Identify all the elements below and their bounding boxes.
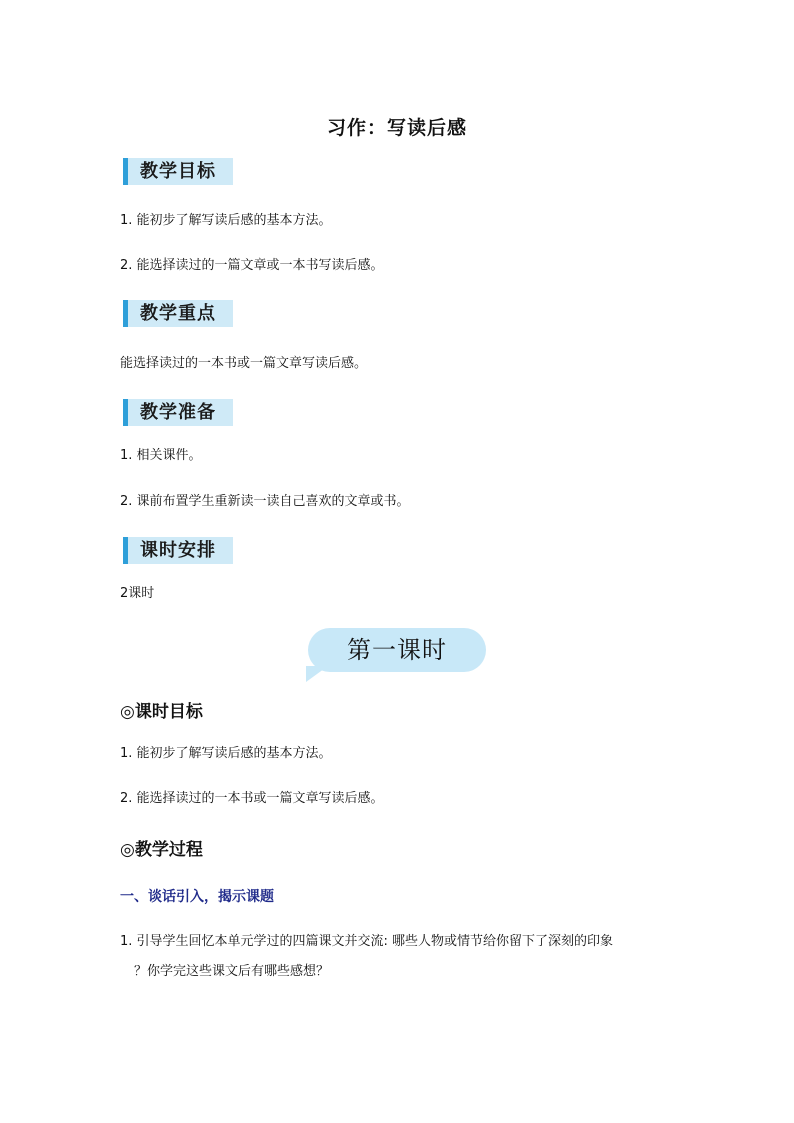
teaching-goal-item-1: 1. 能初步了解写读后感的基本方法。 xyxy=(120,213,332,228)
section-heading-teaching-prep: 教学准备 xyxy=(123,399,233,426)
step-1-item-1-line-1: 1. 引导学生回忆本单元学过的四篇课文并交流: 哪些人物或情节给你留下了深刻的印象 xyxy=(120,934,614,949)
schedule-item-1: 2课时 xyxy=(120,586,155,601)
teaching-prep-item-2: 2. 课前布置学生重新读一读自己喜欢的文章或书。 xyxy=(120,494,410,509)
lesson-banner-label: 第一课时 xyxy=(308,628,486,672)
section-heading-teaching-focus: 教学重点 xyxy=(123,300,233,327)
lesson-goals-heading: ◎课时目标 xyxy=(120,702,203,722)
teaching-prep-item-1: 1. 相关课件。 xyxy=(120,448,202,463)
section-heading-teaching-goals: 教学目标 xyxy=(123,158,233,185)
lesson-goal-item-1: 1. 能初步了解写读后感的基本方法。 xyxy=(120,746,332,761)
lesson-banner xyxy=(306,628,488,684)
process-heading: ◎教学过程 xyxy=(120,840,203,860)
step-1-item-1-line-2: ？你学完这些课文后有哪些感想？ xyxy=(134,964,330,979)
step-1-heading: 一、谈话引入，揭示课题 xyxy=(120,889,274,905)
teaching-goal-item-2: 2. 能选择读过的一篇文章或一本书写读后感。 xyxy=(120,258,384,273)
document-title: 习作：写读后感 xyxy=(326,117,467,139)
lesson-goal-item-2: 2. 能选择读过的一本书或一篇文章写读后感。 xyxy=(120,791,384,806)
teaching-focus-item-1: 能选择读过的一本书或一篇文章写读后感。 xyxy=(120,356,368,371)
section-heading-schedule: 课时安排 xyxy=(123,537,233,564)
